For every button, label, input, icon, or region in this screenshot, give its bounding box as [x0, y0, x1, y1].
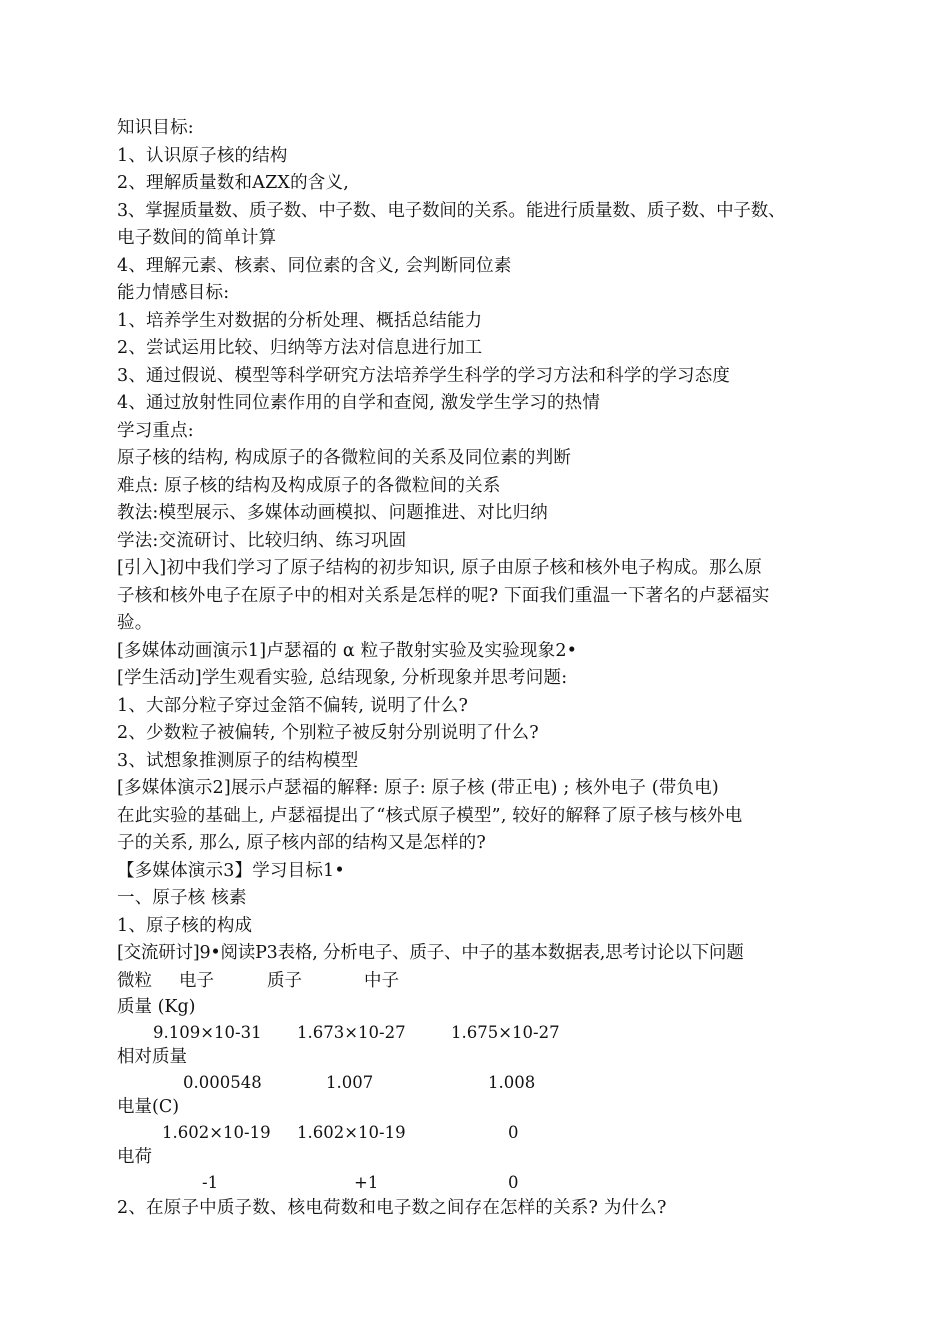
table-row-label: 电荷: [117, 1147, 152, 1167]
text-line: 4、通过放射性同位素作用的自学和查阅, 激发学生学习的热情: [117, 393, 601, 413]
text-line: [学生活动]学生观看实验, 总结现象, 分析现象并思考问题:: [117, 668, 568, 688]
text-line: 原子核的结构, 构成原子的各微粒间的关系及同位素的判断: [117, 448, 572, 468]
table-cell: 1.675×10-27: [451, 1023, 560, 1042]
text-line: 【多媒体演示3】学习目标1•: [117, 860, 345, 881]
text-line: 3、试想象推测原子的结构模型: [117, 750, 359, 771]
table-cell: 0: [508, 1123, 519, 1142]
table-row-label: 质量 (Kg): [117, 997, 196, 1017]
text-line: 教法:模型展示、多媒体动画模拟、问题推进、对比归纳: [117, 503, 548, 523]
text-line: 2、尝试运用比较、归纳等方法对信息进行加工: [117, 338, 483, 358]
document-page: [117, 115, 847, 1223]
table-cell: 1.673×10-27: [297, 1023, 406, 1042]
text-line: 3、掌握质量数、质子数、中子数、电子数间的关系。能进行质量数、质子数、中子数、: [117, 200, 786, 221]
table-cell: 1.008: [488, 1073, 536, 1092]
text-line: [交流研讨]9•阅读P3表格, 分析电子、质子、中子的基本数据表,思考讨论以下问题: [117, 943, 744, 963]
section-heading-nucleus: 一、原子核 核素: [117, 888, 247, 908]
text-line: 学法:交流研讨、比较归纳、练习巩固: [117, 530, 407, 551]
table-cell: 0: [508, 1173, 519, 1192]
heading-knowledge-goals: 知识目标:: [117, 118, 194, 138]
table-header-cell: 微粒: [117, 970, 152, 991]
text-line: 子的关系, 那么, 原子核内部的结构又是怎样的?: [117, 833, 486, 853]
table-row-label: 相对质量: [117, 1047, 187, 1067]
text-line-question: 2、在原子中质子数、核电荷数和电子数之间存在怎样的关系? 为什么?: [117, 1198, 667, 1218]
table-header-cell: 电子: [179, 970, 214, 991]
table-header-cell: 中子: [364, 970, 399, 991]
text-line: 1、认识原子核的结构: [117, 145, 288, 166]
text-line: 在此实验的基础上, 卢瑟福提出了“核式原子模型”, 较好的解释了原子核与核外电: [117, 805, 743, 826]
text-line: 1、培养学生对数据的分析处理、概括总结能力: [117, 310, 483, 331]
table-row: [117, 1170, 847, 1195]
text-line: 4、理解元素、核素、同位素的含义, 会判断同位素: [117, 255, 512, 276]
table-header-row: [117, 968, 847, 996]
table-cell: 9.109×10-31: [153, 1023, 262, 1042]
table-cell: 0.000548: [183, 1073, 262, 1092]
table-cell: 1.602×10-19: [297, 1123, 406, 1142]
particle-data-table: [117, 968, 847, 1196]
text-line: 子核和核外电子在原子中的相对关系是怎样的呢? 下面我们重温一下著名的卢瑟福实: [117, 585, 770, 606]
table-cell: 1.007: [326, 1073, 374, 1092]
table-cell: +1: [354, 1173, 379, 1192]
text-line: 验。: [117, 613, 153, 633]
text-line: 难点: 原子核的结构及构成原子的各微粒间的关系: [117, 475, 501, 496]
table-row: [117, 1020, 847, 1045]
table-header-cell: 质子: [267, 970, 302, 991]
text-line: 1、原子核的构成: [117, 915, 253, 936]
text-line: 电子数间的简单计算: [117, 228, 277, 248]
table-cell: -1: [202, 1173, 219, 1192]
text-body: [117, 115, 847, 968]
text-line: 1、大部分粒子穿过金箔不偏转, 说明了什么?: [117, 695, 469, 716]
text-line: [多媒体动画演示1]卢瑟福的 α 粒子散射实验及实验现象2•: [117, 640, 578, 661]
table-row: [117, 1120, 847, 1145]
heading-ability-goals: 能力情感目标:: [117, 283, 230, 303]
text-line: [多媒体演示2]展示卢瑟福的解释: 原子: 原子核 (带正电) ; 核外电子 (带负电): [117, 778, 719, 798]
table-row-label: 电量(C): [117, 1097, 180, 1117]
text-line: 3、通过假说、模型等科学研究方法培养学生科学的学习方法和科学的学习态度: [117, 365, 731, 386]
table-row: [117, 1070, 847, 1095]
text-line: [引入]初中我们学习了原子结构的初步知识, 原子由原子核和核外电子构成。那么原: [117, 558, 763, 578]
table-cell: 1.602×10-19: [162, 1123, 271, 1142]
text-line: 2、理解质量数和AZX的含义,: [117, 173, 349, 193]
text-line: 2、少数粒子被偏转, 个别粒子被反射分别说明了什么?: [117, 723, 539, 743]
heading-key-points: 学习重点:: [117, 420, 194, 441]
